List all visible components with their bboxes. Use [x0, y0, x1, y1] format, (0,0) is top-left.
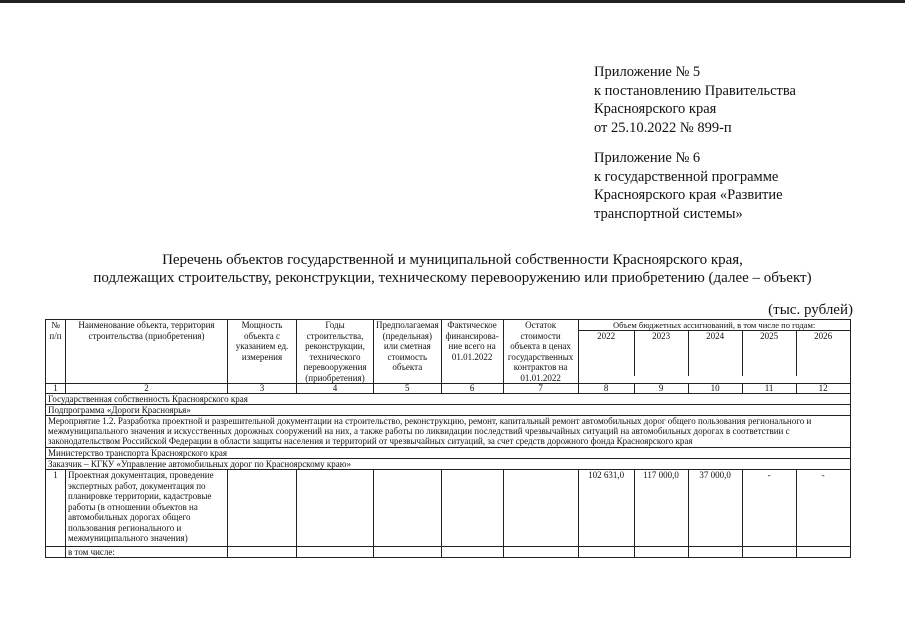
col-number: 10	[688, 384, 742, 394]
row-num: 1	[46, 470, 66, 547]
section-row	[46, 416, 851, 448]
row-including-label: в том числе:	[66, 547, 228, 558]
col-number: 9	[634, 384, 688, 394]
objects-table	[45, 319, 851, 558]
header-budget-cell	[578, 320, 850, 384]
scan-top-edge	[0, 0, 905, 3]
subprogram-heading: Подпрограмма «Дороги Красноярья»	[46, 405, 851, 416]
header-year-2023: 2023	[635, 331, 689, 376]
col-number: 5	[374, 384, 442, 394]
row-value-2022: 102 631,0	[578, 470, 634, 547]
section-row	[46, 405, 851, 416]
row-cell	[742, 547, 796, 558]
document-title-line2: подлежащих строительству, реконструкции, техническому перевооружению или приобретению (далее – объект)	[93, 270, 812, 286]
row-value-2026: -	[796, 470, 850, 547]
col-number: 1	[46, 384, 66, 394]
col-number: 6	[441, 384, 503, 394]
customer-heading: Заказчик – КГКУ «Управление автомобильных дорог по Красноярскому краю»	[46, 459, 851, 470]
row-cell	[374, 547, 442, 558]
header-years: Годы строительства, реконструкции, технического перевооружения (приобретения)	[297, 320, 374, 384]
appendix-5-line1: Приложение № 5	[594, 64, 701, 80]
column-numbers-row	[46, 384, 851, 394]
header-actual: Фактическое финансирова-ние всего на 01.01.2022	[441, 320, 503, 384]
row-cell	[503, 547, 578, 558]
header-year-2024: 2024	[689, 331, 743, 376]
header-year-2025: 2025	[743, 331, 797, 376]
col-number: 4	[297, 384, 374, 394]
document-title-line1: Перечень объектов государственной и муниципальной собственности Красноярского края,	[162, 252, 743, 268]
row-num	[46, 547, 66, 558]
header-capacity: Мощность объекта с указанием ед. измерения	[228, 320, 297, 384]
row-cell	[578, 547, 634, 558]
row-balance	[503, 470, 578, 547]
section-row	[46, 459, 851, 470]
col-number: 11	[742, 384, 796, 394]
appendix-6-line1: Приложение № 6	[594, 150, 701, 166]
header-year-2022: 2022	[579, 331, 635, 376]
row-cell	[441, 547, 503, 558]
row-actual	[441, 470, 503, 547]
appendix-5-line3: Красноярского края	[594, 101, 717, 117]
col-number: 3	[228, 384, 297, 394]
header-budget-group: Объем бюджетных ассигнований, в том числе по годам:	[579, 320, 850, 331]
row-cell	[297, 547, 374, 558]
row-capacity	[228, 470, 297, 547]
row-cell	[688, 547, 742, 558]
section-row	[46, 448, 851, 459]
col-number: 7	[503, 384, 578, 394]
row-value-2023: 117 000,0	[634, 470, 688, 547]
appendix-6-block	[594, 149, 783, 223]
units-label: (тыс. рублей)	[768, 302, 853, 318]
col-number: 8	[578, 384, 634, 394]
header-balance: Остаток стоимости объекта в ценах государственных контрактов на 01.01.2022	[503, 320, 578, 384]
ministry-heading: Министерство транспорта Красноярского края	[46, 448, 851, 459]
header-name: Наименование объекта, территория строительства (приобретения)	[66, 320, 228, 384]
row-cell	[634, 547, 688, 558]
appendix-6-line2: к государственной программе	[594, 168, 779, 185]
row-name: Проектная документация, проведение экспертных работ, документация по планировке территории, кадастровые работы (в отношении объектов на автомобильных дорогах общего пользования регионального и межмуниципального значения)	[66, 470, 228, 547]
col-number: 2	[66, 384, 228, 394]
row-cell	[228, 547, 297, 558]
header-year-2026: 2026	[814, 331, 833, 341]
measure-heading: Мероприятие 1.2. Разработка проектной и разрешительной документации на строительство, реконструкцию, ремонт, капитальный ремонт автомобильных дорог общего пользования регионального и межмуниципального значения и искусственных дорожных сооружений на них, а также работы по ликвидации последствий чрезвычайных ситуаций на автомобильных дорогах в соответствии с законодательством Российской Федерации в области защиты населения и территорий от чрезвычайных ситуаций, за счет средств дорожного фонда Красноярского края	[46, 416, 851, 448]
header-num: № п/п	[46, 320, 66, 384]
row-value-2024: 37 000,0	[688, 470, 742, 547]
table-row	[46, 470, 851, 547]
table-row	[46, 547, 851, 558]
row-cell	[796, 547, 850, 558]
appendix-5-line4: от 25.10.2022 № 899-п	[594, 119, 732, 136]
appendix-5-block	[594, 63, 796, 137]
ownership-heading: Государственная собственность Красноярского края	[46, 394, 851, 405]
col-number: 12	[796, 384, 850, 394]
header-row	[46, 320, 851, 384]
row-years	[297, 470, 374, 547]
appendix-6-line3: Красноярского края «Развитие	[594, 187, 783, 203]
appendix-5-line2: к постановлению Правительства	[594, 82, 796, 99]
section-row	[46, 394, 851, 405]
row-value-2025: -	[742, 470, 796, 547]
row-cost	[374, 470, 442, 547]
appendix-6-line4: транспортной системы»	[594, 205, 743, 222]
header-cost: Предполагаемая (предельная) или сметная стоимость объекта	[374, 320, 442, 384]
